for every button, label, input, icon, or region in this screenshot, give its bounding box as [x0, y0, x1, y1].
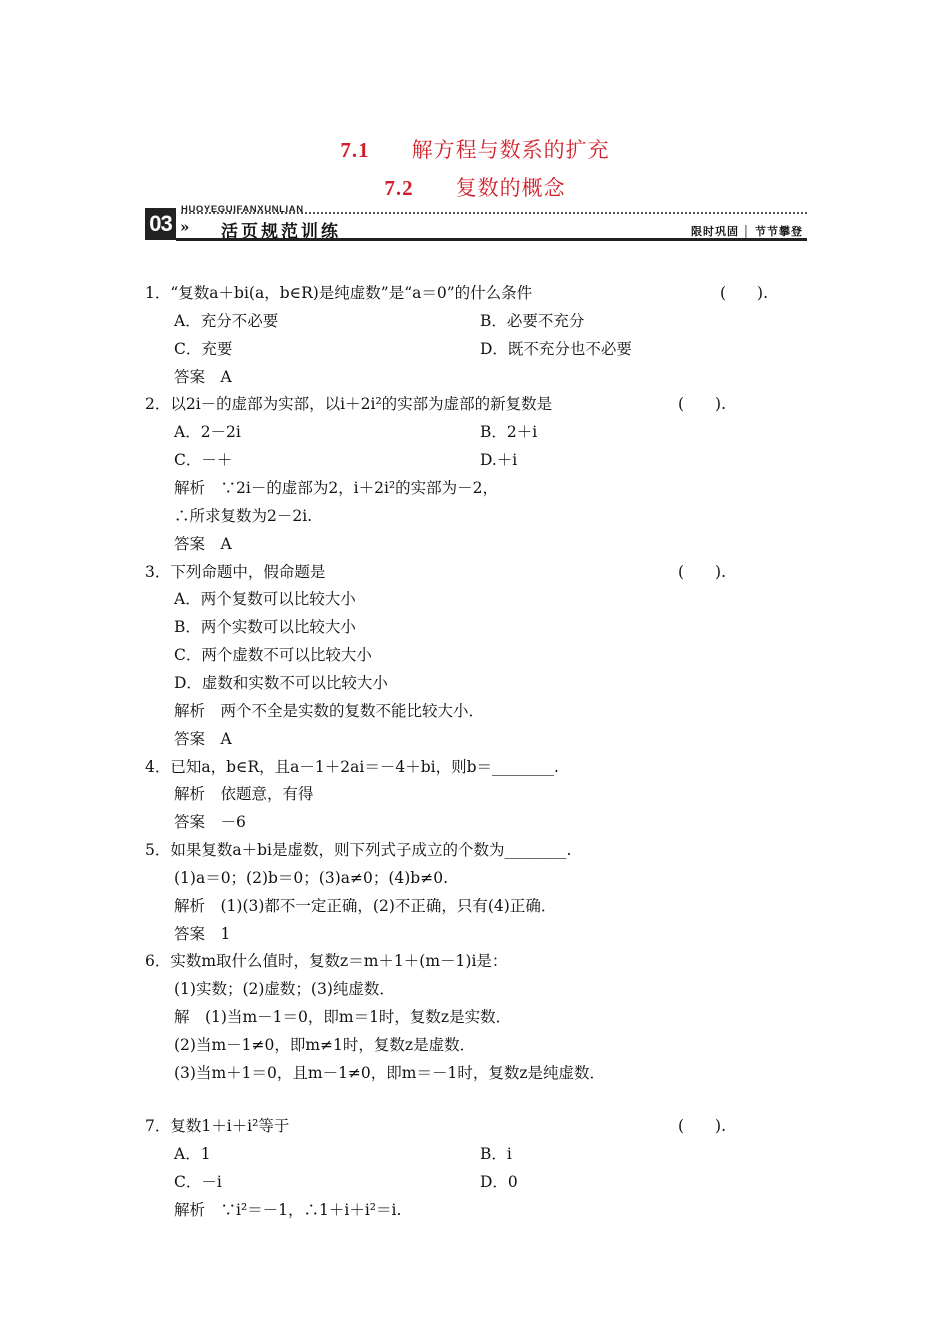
q1-option-c: C．充要 [174, 340, 233, 358]
q7-analysis: 解析 ∵i²＝－1，∴1＋i＋i²＝i. [174, 1201, 402, 1219]
q3-analysis: 解析 两个不全是实数的复数不能比较大小． [174, 702, 485, 720]
q2-stem: 2．以2i－的虚部为实部，以i＋2i²的实部为虚部的新复数是 [145, 395, 553, 413]
q3-option-c: C．两个虚数不可以比较大小 [174, 646, 372, 664]
q2-analysis: 解析 ∵2i－的虚部为2，i＋2i²的实部为－2， [174, 479, 499, 497]
q5-stem: 5．如果复数a＋bi是虚数，则下列式子成立的个数为________. [145, 841, 572, 859]
q4-answer: 答案 －6 [174, 813, 246, 831]
section-title-7-2: 7.2 复数的概念 [384, 176, 566, 200]
q4-stem: 4．已知a，b∈R，且a－1＋2ai＝－4＋bi，则b＝________. [145, 758, 559, 776]
q7-option-b: B．i [480, 1145, 512, 1163]
q3-answer: 答案 A [174, 730, 232, 748]
q7-option-c: C．－i [174, 1173, 222, 1191]
q6-solution-1: 解 (1)当m－1＝0，即m＝1时，复数z是实数． [174, 1008, 512, 1026]
q3-stem: 3．下列命题中，假命题是 [145, 563, 326, 581]
banner-dotted-rule [181, 212, 807, 214]
double-arrow-icon: » [180, 218, 190, 236]
q1-option-a: A．充分不必要 [174, 312, 279, 330]
q5-analysis: 解析 (1)(3)都不一定正确，(2)不正确，只有(4)正确． [174, 897, 557, 915]
q2-option-a: A．2－2i [174, 423, 241, 441]
banner-label: 活页规范训练 [221, 222, 341, 241]
q2-answer-bracket: ( ). [678, 395, 727, 413]
section-title-7-1: 7.1 解方程与数系的扩充 [340, 138, 610, 162]
banner-right-label: 限时巩固 │ 节节攀登 [691, 226, 803, 238]
banner-badge: 03 [145, 208, 176, 240]
q1-option-d: D．既不充分也不必要 [480, 340, 632, 358]
q3-option-a: A．两个复数可以比较大小 [174, 590, 356, 608]
q3-option-b: B．两个实数可以比较大小 [174, 618, 356, 636]
q1-answer-bracket: ( ). [720, 284, 769, 302]
q1-answer: 答案 A [174, 368, 232, 386]
q3-answer-bracket: ( ). [678, 563, 727, 581]
q2-answer: 答案 A [174, 535, 232, 553]
q6-stem: 6．实数m取什么值时，复数z＝m＋1＋(m－1)i是： [145, 952, 508, 970]
q6-parts: (1)实数；(2)虚数；(3)纯虚数． [174, 980, 395, 998]
q7-option-d: D．0 [480, 1173, 518, 1191]
banner-rule [176, 238, 807, 241]
q5-items: (1)a＝0；(2)b＝0；(3)a≠0；(4)b≠0. [174, 869, 448, 887]
q2-option-b: B．2＋i [480, 423, 538, 441]
exercise-banner [145, 204, 807, 240]
q3-option-d: D．虚数和实数不可以比较大小 [174, 674, 388, 692]
q1-stem: 1．“复数a＋bi(a，b∈R)是纯虚数”是“a＝0”的什么条件 [145, 284, 533, 302]
q6-solution-2: (2)当m－1≠0，即m≠1时，复数z是虚数． [174, 1036, 476, 1054]
q5-answer: 答案 1 [174, 925, 231, 943]
q7-option-a: A．1 [174, 1145, 211, 1163]
q7-answer-bracket: ( ). [678, 1117, 727, 1135]
q4-analysis: 解析 依题意，有得 [174, 785, 314, 803]
q6-solution-3: (3)当m＋1＝0，且m－1≠0，即m＝－1时，复数z是纯虚数． [174, 1064, 606, 1082]
q7-stem: 7．复数1＋i＋i²等于 [145, 1117, 290, 1135]
q2-analysis-cont: ∴所求复数为2－2i. [174, 507, 313, 525]
q1-option-b: B．必要不充分 [480, 312, 585, 330]
q2-option-c: C．－＋ [174, 451, 233, 469]
banner-pinyin: HUOYEGUIFANXUNLIAN [181, 204, 304, 215]
q2-option-d: D.＋i [480, 451, 518, 469]
